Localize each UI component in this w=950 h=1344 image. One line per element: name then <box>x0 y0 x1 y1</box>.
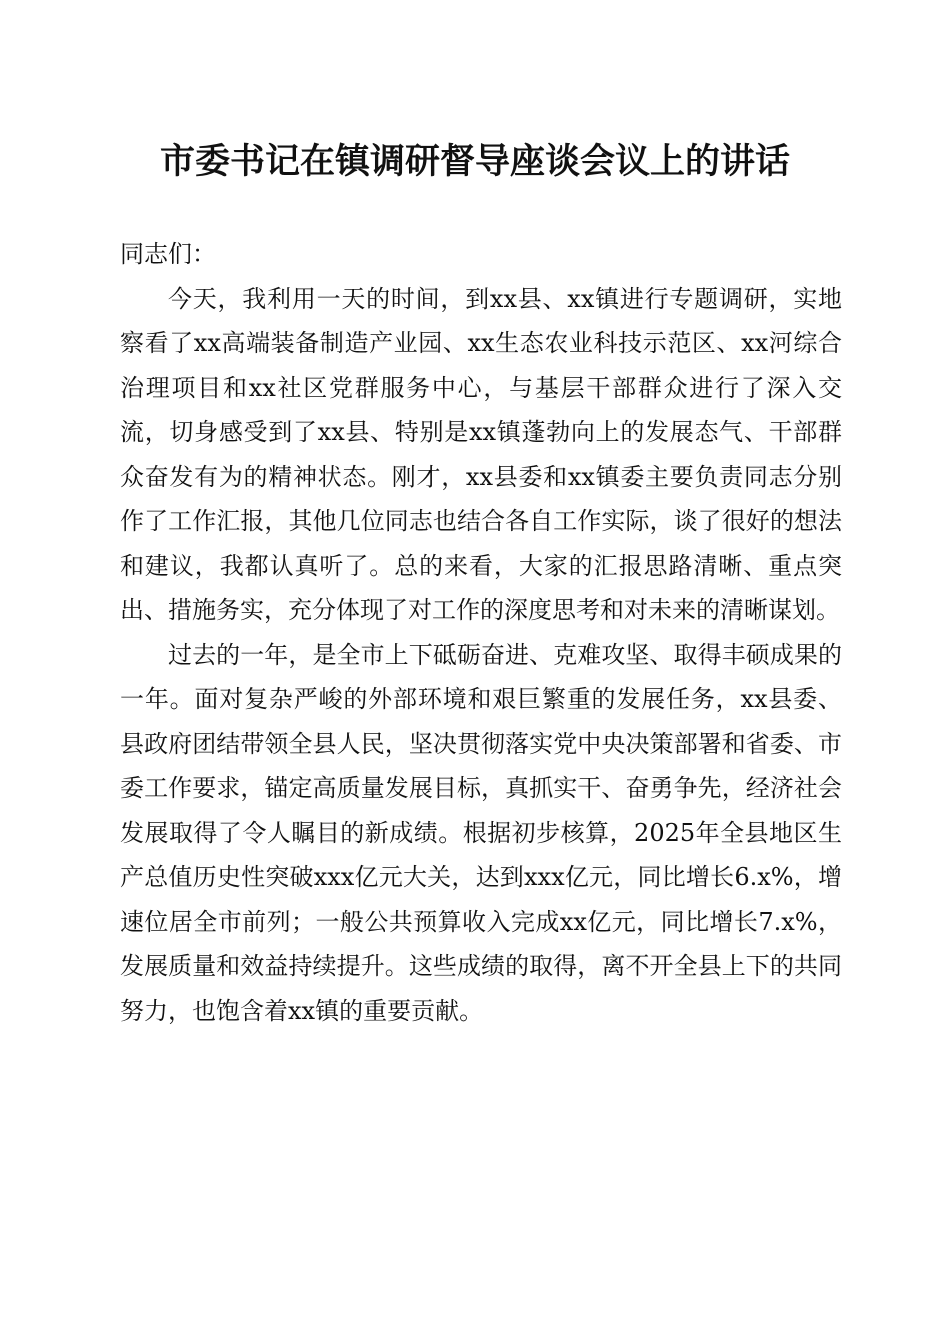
paragraph-2: 过去的一年，是全市上下砥砺奋进、克难攻坚、取得丰硕成果的一年。面对复杂严峻的外部环境和艰巨繁重的发展任务，xx县委、县政府团结带领全县人民，坚决贯彻落实党中央决策部署和省委、市委工作要求，锚定高质量发展目标，真抓实干、奋勇争先，经济社会发展取得了令人瞩目的新成绩。根据初步核算，2025年全县地区生产总值历史性突破xxx亿元大关，达到xxx亿元，同比增长6.x%，增速位居全市前列；一般公共预算收入完成xx亿元，同比增长7.x%，发展质量和效益持续提升。这些成绩的取得，离不开全县上下的共同努力，也饱含着xx镇的重要贡献。 <box>120 640 842 1025</box>
document-title: 市委书记在镇调研督导座谈会议上的讲话 <box>159 141 790 182</box>
document-body <box>120 232 842 1033</box>
paragraph-1: 今天，我利用一天的时间，到xx县、xx镇进行专题调研，实地察看了xx高端装备制造产业园、xx生态农业科技示范区、xx河综合治理项目和xx社区党群服务中心，与基层干部群众进行了深入交流，切身感受到了xx县、特别是xx镇蓬勃向上的发展态气、干部群众奋发有为的精神状态。刚才，xx县委和xx镇委主要负责同志分别作了工作汇报，其他几位同志也结合各自工作实际，谈了很好的想法和建议，我都认真听了。总的来看，大家的汇报思路清晰、重点突出、措施务实，充分体现了对工作的深度思考和对未来的清晰谋划。 <box>120 284 842 624</box>
salutation: 同志们： <box>120 240 216 268</box>
